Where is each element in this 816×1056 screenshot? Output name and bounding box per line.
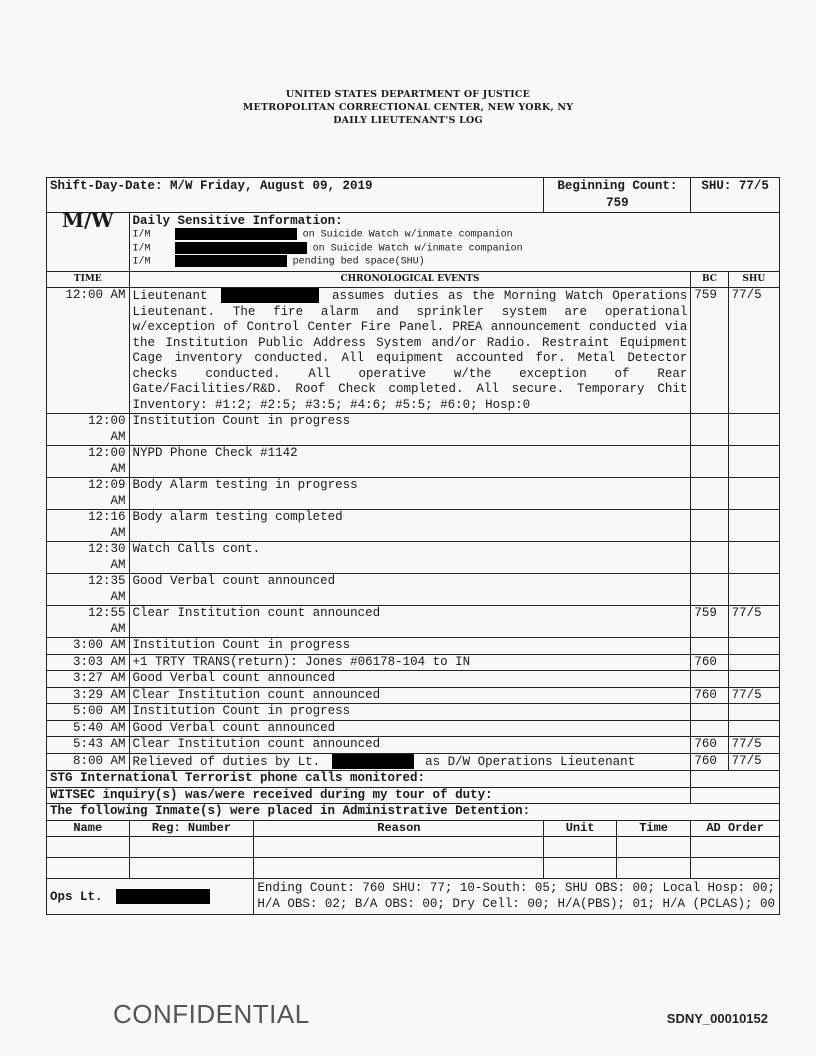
inmate-status-2: on Suicide Watch w/inmate companion bbox=[312, 243, 523, 255]
stg-row bbox=[47, 771, 780, 788]
event-row bbox=[47, 542, 780, 574]
event-bc bbox=[691, 671, 728, 688]
event-time: 5:43 AM bbox=[47, 737, 130, 754]
event-row bbox=[47, 753, 780, 770]
admin-detention-row bbox=[47, 804, 780, 821]
event-shu bbox=[728, 704, 779, 721]
redaction-box bbox=[175, 228, 297, 240]
event-time: 12:35 AM bbox=[47, 574, 130, 606]
admin-cell bbox=[47, 858, 130, 879]
event-time: 5:00 AM bbox=[47, 704, 130, 721]
admin-cell bbox=[129, 858, 254, 879]
event-bc bbox=[691, 542, 728, 574]
admin-col-time: Time bbox=[616, 820, 691, 837]
event-bc: 760 bbox=[691, 753, 728, 770]
event-shu bbox=[728, 446, 779, 478]
col-header-events: CHRONOLOGICAL EVENTS bbox=[129, 271, 691, 288]
event-time: 12:09 AM bbox=[47, 478, 130, 510]
event-shu bbox=[728, 574, 779, 606]
event-text: Body alarm testing completed bbox=[129, 510, 691, 542]
shift-code: M/W bbox=[47, 213, 130, 272]
event-bc bbox=[691, 704, 728, 721]
event-row bbox=[47, 414, 780, 446]
stg-label: STG International Terrorist phone calls monitored: bbox=[47, 771, 691, 788]
event-shu bbox=[728, 542, 779, 574]
event-bc: 759 bbox=[691, 606, 728, 638]
event-text-b: as D/W Operations Lieutenant bbox=[425, 754, 636, 769]
inmate-prefix-2: I/M bbox=[132, 243, 151, 255]
admin-cell bbox=[691, 858, 780, 879]
sensitive-row-3 bbox=[133, 255, 776, 269]
redaction-box bbox=[175, 255, 287, 267]
admin-blank-row bbox=[47, 837, 780, 858]
col-header-bc: BC bbox=[691, 271, 728, 288]
admin-cell bbox=[616, 858, 691, 879]
event-time: 12:30 AM bbox=[47, 542, 130, 574]
sensitive-row-2 bbox=[133, 242, 776, 256]
ops-lt bbox=[47, 879, 254, 915]
header-facility: METROPOLITAN CORRECTIONAL CENTER, NEW YORK, NY bbox=[242, 102, 574, 113]
event-text: Good Verbal count announced bbox=[129, 720, 691, 737]
event-text: Clear Institution count announced bbox=[129, 606, 691, 638]
beginning-count: Beginning Count: 759 bbox=[544, 178, 691, 213]
event-row bbox=[47, 720, 780, 737]
sensitive-row-1 bbox=[133, 228, 776, 242]
event-shu bbox=[728, 414, 779, 446]
event-bc bbox=[691, 638, 728, 655]
event-text: Good Verbal count announced bbox=[129, 671, 691, 688]
column-header-row bbox=[47, 271, 780, 288]
event-row bbox=[47, 654, 780, 671]
event-time: 12:00 AM bbox=[47, 288, 130, 414]
event-shu bbox=[728, 638, 779, 655]
admin-cell bbox=[616, 837, 691, 858]
event-row bbox=[47, 478, 780, 510]
admin-blank-row bbox=[47, 858, 780, 879]
header-agency: UNITED STATES DEPARTMENT OF JUSTICE bbox=[285, 89, 531, 100]
col-header-time: TIME bbox=[47, 271, 130, 288]
admin-col-reason: Reason bbox=[254, 820, 544, 837]
event-text: Good Verbal count announced bbox=[129, 574, 691, 606]
inmate-status-1: on Suicide Watch w/inmate companion bbox=[302, 229, 513, 241]
admin-col-name: Name bbox=[47, 820, 130, 837]
event-time: 5:40 AM bbox=[47, 720, 130, 737]
event-row bbox=[47, 704, 780, 721]
inmate-status-3: pending bed space(SHU) bbox=[292, 256, 425, 268]
admin-cell bbox=[47, 837, 130, 858]
admin-col-ad: AD Order bbox=[691, 820, 780, 837]
event-row bbox=[47, 446, 780, 478]
admin-detention-label: The following Inmate(s) were placed in Administrative Detention: bbox=[47, 804, 780, 821]
sensitive-info-row bbox=[47, 213, 780, 272]
event-bc bbox=[691, 478, 728, 510]
redaction-box bbox=[116, 889, 210, 904]
event-time: 3:27 AM bbox=[47, 671, 130, 688]
event-shu bbox=[728, 478, 779, 510]
redaction-box bbox=[175, 242, 307, 254]
event-row bbox=[47, 638, 780, 655]
admin-cell bbox=[544, 858, 616, 879]
ops-lt-label: Ops Lt. bbox=[50, 889, 103, 904]
admin-col-header-row bbox=[47, 820, 780, 837]
admin-col-unit: Unit bbox=[544, 820, 616, 837]
event-text: Institution Count in progress bbox=[129, 704, 691, 721]
event-shu: 77/5 bbox=[728, 288, 779, 414]
witsec-value bbox=[691, 787, 780, 804]
event-shu bbox=[728, 671, 779, 688]
event-text bbox=[129, 288, 691, 414]
event-bc bbox=[691, 574, 728, 606]
event-row bbox=[47, 687, 780, 704]
event-row bbox=[47, 288, 780, 414]
event-row bbox=[47, 574, 780, 606]
event-bc: 760 bbox=[691, 737, 728, 754]
event-time: 3:29 AM bbox=[47, 687, 130, 704]
event-shu: 77/5 bbox=[728, 687, 779, 704]
sensitive-info-block bbox=[129, 213, 779, 272]
event-text: Clear Institution count announced bbox=[129, 737, 691, 754]
event-text: Institution Count in progress bbox=[129, 414, 691, 446]
event-text: Institution Count in progress bbox=[129, 638, 691, 655]
event-bc bbox=[691, 720, 728, 737]
event-time: 3:03 AM bbox=[47, 654, 130, 671]
event-text: NYPD Phone Check #1142 bbox=[129, 446, 691, 478]
event-bc bbox=[691, 446, 728, 478]
event-text: +1 TRTY TRANS(return): Jones #06178-104 to IN bbox=[129, 654, 691, 671]
bates-number: SDNY_00010152 bbox=[666, 1011, 768, 1026]
lieutenant-log-table bbox=[46, 177, 780, 915]
redaction-box bbox=[332, 754, 414, 769]
event-text-a: Relieved of duties by Lt. bbox=[132, 754, 321, 769]
event-bc: 760 bbox=[691, 687, 728, 704]
event-text-a: Lieutenant bbox=[132, 289, 208, 304]
witsec-label: WITSEC inquiry(s) was/were received during my tour of duty: bbox=[47, 787, 691, 804]
event-time: 12:16 AM bbox=[47, 510, 130, 542]
witsec-row bbox=[47, 787, 780, 804]
shift-shu: SHU: 77/5 bbox=[691, 178, 780, 213]
admin-cell bbox=[129, 837, 254, 858]
event-row bbox=[47, 737, 780, 754]
event-bc: 760 bbox=[691, 654, 728, 671]
event-text: Watch Calls cont. bbox=[129, 542, 691, 574]
event-row bbox=[47, 671, 780, 688]
event-bc bbox=[691, 510, 728, 542]
ops-row bbox=[47, 879, 780, 915]
document-header bbox=[0, 88, 816, 127]
col-header-shu: SHU bbox=[728, 271, 779, 288]
admin-cell bbox=[691, 837, 780, 858]
event-time: 3:00 AM bbox=[47, 638, 130, 655]
event-bc: 759 bbox=[691, 288, 728, 414]
event-bc bbox=[691, 414, 728, 446]
confidential-label: CONFIDENTIAL bbox=[113, 999, 310, 1029]
inmate-prefix-1: I/M bbox=[132, 229, 151, 241]
event-shu bbox=[728, 720, 779, 737]
event-time: 12:00 AM bbox=[47, 446, 130, 478]
shift-row bbox=[47, 178, 780, 213]
event-text-b: assumes duties as the Morning Watch Operations Lieutenant. The fire alarm and sprinkler system are operational w/exception of Control Center Fire Panel. PREA announcement conducted via the Institution Public Address System and/or Radio. Restraint Equipment Cage inventory conducted. All equipment accounted for. Metal Detector checks conducted. All operative w/the exception of Rear Gate/Facilities/R&D. Roof Check completed. All secure. Temporary Chit Inventory: #1:2; #2:5; #3:5; #4:6; #5:5; #6:0; Hosp:0 bbox=[132, 289, 688, 412]
event-time: 12:00 AM bbox=[47, 414, 130, 446]
event-shu: 77/5 bbox=[728, 606, 779, 638]
event-text bbox=[129, 753, 691, 770]
shift-date: Shift-Day-Date: M/W Friday, August 09, 2019 bbox=[47, 178, 544, 213]
redaction-box bbox=[221, 288, 319, 303]
header-log-title: DAILY LIEUTENANT'S LOG bbox=[333, 115, 483, 126]
admin-cell bbox=[254, 858, 544, 879]
sensitive-info-title: Daily Sensitive Information: bbox=[132, 214, 343, 228]
event-shu bbox=[728, 510, 779, 542]
event-shu: 77/5 bbox=[728, 753, 779, 770]
event-shu bbox=[728, 654, 779, 671]
admin-col-reg: Reg: Number bbox=[129, 820, 254, 837]
stg-value bbox=[691, 771, 780, 788]
inmate-prefix-3: I/M bbox=[132, 256, 151, 268]
event-time: 12:55 AM bbox=[47, 606, 130, 638]
ending-count: Ending Count: 760 SHU: 77; 10-South: 05; SHU OBS: 00; Local Hosp: 00; H/A OBS: 02; B/A OBS: 00; Dry Cell: 00; H/A(PBS); 01; H/A (PCLAS); 00 bbox=[254, 879, 780, 915]
event-time: 8:00 AM bbox=[47, 753, 130, 770]
admin-cell bbox=[544, 837, 616, 858]
event-text: Clear Institution count announced bbox=[129, 687, 691, 704]
event-row bbox=[47, 510, 780, 542]
event-text: Body Alarm testing in progress bbox=[129, 478, 691, 510]
event-row bbox=[47, 606, 780, 638]
admin-cell bbox=[254, 837, 544, 858]
event-shu: 77/5 bbox=[728, 737, 779, 754]
